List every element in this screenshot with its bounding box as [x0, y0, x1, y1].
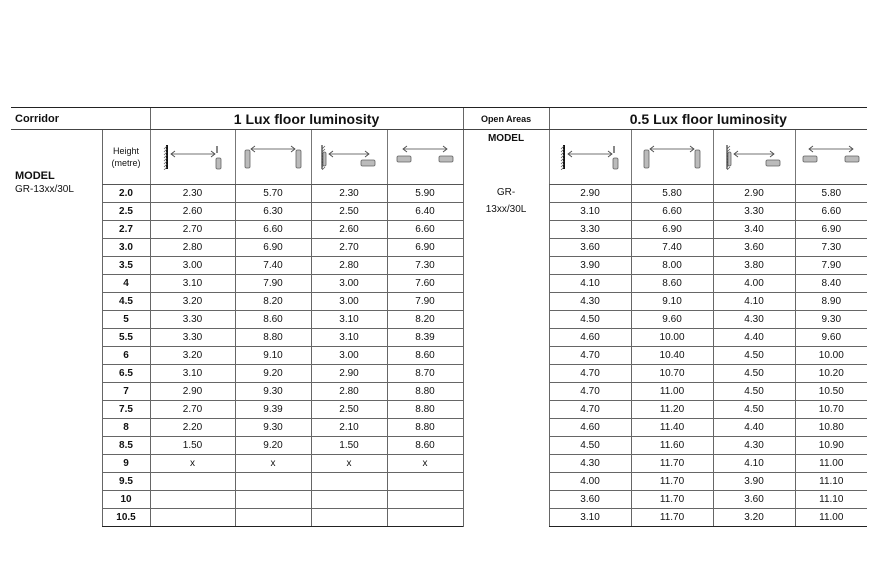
open-area-distance-cell: 3.10: [549, 508, 631, 526]
open-area-distance-cell: 4.70: [549, 364, 631, 382]
height-label: Height: [112, 145, 139, 156]
open-area-distance-cell: 11.10: [795, 490, 867, 508]
open-areas-label: Open Areas: [463, 108, 549, 130]
corridor-distance-cell: 7.40: [235, 256, 311, 274]
corridor-distance-cell: 6.60: [387, 220, 463, 238]
open-area-distance-cell: 7.90: [795, 256, 867, 274]
open-areas-model-line1: GR-: [496, 187, 516, 198]
corridor-distance-cell: 7.60: [387, 274, 463, 292]
height-value: 10: [102, 490, 150, 508]
corridor-distance-cell: 6.60: [235, 220, 311, 238]
open-area-distance-cell: 4.50: [713, 400, 795, 418]
table-row: [11, 490, 867, 508]
open-area-distance-cell: 11.60: [631, 436, 713, 454]
open-area-distance-cell: 7.30: [795, 238, 867, 256]
corridor-distance-cell: 3.10: [150, 364, 235, 382]
open-area-distance-cell: 2.90: [549, 184, 631, 202]
corridor-distance-cell: 8.20: [387, 310, 463, 328]
corridor-distance-cell: 3.00: [311, 274, 387, 292]
height-value: 2.0: [102, 184, 150, 202]
table-row: [11, 202, 867, 220]
corridor-distance-cell: 7.90: [387, 292, 463, 310]
corridor-distance-cell: [387, 490, 463, 508]
open-area-distance-cell: 10.40: [631, 346, 713, 364]
open-area-distance-cell: 2.90: [713, 184, 795, 202]
table-row: [11, 454, 867, 472]
open-area-distance-cell: 6.90: [631, 220, 713, 238]
open-area-distance-cell: 11.70: [631, 490, 713, 508]
corridor-distance-cell: 1.50: [311, 436, 387, 454]
table-row: [11, 184, 867, 202]
open-area-distance-cell: 3.30: [713, 202, 795, 220]
open-area-distance-cell: 4.60: [549, 418, 631, 436]
corridor-distance-cell: 2.80: [150, 238, 235, 256]
corridor-distance-cell: [235, 508, 311, 526]
height-value: 8.5: [102, 436, 150, 454]
open-areas-model-name: [463, 184, 549, 526]
table-row: [11, 238, 867, 256]
height-value: 2.5: [102, 202, 150, 220]
table-row: [11, 436, 867, 454]
table-row: [11, 220, 867, 238]
corridor-distance-cell: 2.80: [311, 382, 387, 400]
corridor-distance-cell: 6.30: [235, 202, 311, 220]
open-area-distance-cell: 3.80: [713, 256, 795, 274]
corridor-distance-cell: 2.10: [311, 418, 387, 436]
open-area-distance-cell: 8.00: [631, 256, 713, 274]
corridor-distance-cell: 8.60: [387, 436, 463, 454]
corridor-title: 1 Lux floor luminosity: [150, 108, 463, 130]
open-area-distance-cell: 11.70: [631, 508, 713, 526]
corridor-distance-cell: 2.60: [150, 202, 235, 220]
table-row: [11, 310, 867, 328]
table-row: [11, 328, 867, 346]
corridor-distance-cell: [387, 472, 463, 490]
corridor-model-label: MODEL: [15, 170, 55, 182]
open-area-distance-cell: 3.60: [549, 238, 631, 256]
corridor-distance-cell: 8.20: [235, 292, 311, 310]
open-area-distance-cell: 10.20: [795, 364, 867, 382]
height-value: 5.5: [102, 328, 150, 346]
open-area-distance-cell: 3.90: [549, 256, 631, 274]
open-area-distance-cell: 4.10: [713, 454, 795, 472]
height-value: 4.5: [102, 292, 150, 310]
table-row: [11, 364, 867, 382]
corridor-distance-cell: 8.80: [387, 418, 463, 436]
table-row: [11, 274, 867, 292]
open-area-distance-cell: 10.80: [795, 418, 867, 436]
height-value: 3.0: [102, 238, 150, 256]
luminosity-table: [11, 107, 867, 527]
open-area-distance-cell: 4.00: [713, 274, 795, 292]
open-area-distance-cell: 11.70: [631, 454, 713, 472]
open-area-distance-cell: 10.90: [795, 436, 867, 454]
height-value: 10.5: [102, 508, 150, 526]
corridor-distance-cell: 8.39: [387, 328, 463, 346]
corridor-distance-cell: 2.80: [311, 256, 387, 274]
height-header: [102, 130, 150, 185]
open-area-distance-cell: 4.10: [549, 274, 631, 292]
open-area-distance-cell: 4.70: [549, 400, 631, 418]
open-areas-title: 0.5 Lux floor luminosity: [549, 108, 867, 130]
height-value: 7: [102, 382, 150, 400]
height-value: 8: [102, 418, 150, 436]
table-row: [11, 472, 867, 490]
table-row: [11, 292, 867, 310]
corridor-distance-cell: [311, 490, 387, 508]
corridor-distance-cell: [387, 508, 463, 526]
open-area-distance-cell: 10.70: [795, 400, 867, 418]
corridor-distance-cell: 2.60: [311, 220, 387, 238]
corridor-wall-to-ceiling-icon: [311, 130, 387, 185]
corridor-label: Corridor: [11, 108, 150, 130]
corridor-distance-cell: 2.50: [311, 202, 387, 220]
open-area-distance-cell: 11.00: [795, 508, 867, 526]
corridor-wall-to-end-icon: [150, 130, 235, 185]
open-ceiling-to-ceiling-icon: [795, 130, 867, 185]
corridor-distance-cell: 6.90: [235, 238, 311, 256]
open-area-distance-cell: 10.70: [631, 364, 713, 382]
open-area-distance-cell: 10.00: [795, 346, 867, 364]
corridor-distance-cell: 9.20: [235, 436, 311, 454]
corridor-distance-cell: [311, 472, 387, 490]
open-area-distance-cell: 4.70: [549, 346, 631, 364]
corridor-distance-cell: 8.80: [387, 400, 463, 418]
open-area-distance-cell: 11.00: [631, 382, 713, 400]
corridor-distance-cell: 5.70: [235, 184, 311, 202]
open-area-distance-cell: 4.00: [549, 472, 631, 490]
corridor-distance-cell: 2.20: [150, 418, 235, 436]
height-value: 4: [102, 274, 150, 292]
open-area-distance-cell: 8.40: [795, 274, 867, 292]
open-area-distance-cell: 3.60: [713, 238, 795, 256]
corridor-distance-cell: 5.90: [387, 184, 463, 202]
corridor-distance-cell: 3.00: [150, 256, 235, 274]
open-wall-to-ceiling-icon: [713, 130, 795, 185]
corridor-distance-cell: 1.50: [150, 436, 235, 454]
corridor-distance-cell: 2.70: [150, 220, 235, 238]
corridor-distance-cell: 9.30: [235, 418, 311, 436]
corridor-distance-cell: [311, 508, 387, 526]
corridor-distance-cell: x: [311, 454, 387, 472]
open-area-distance-cell: 4.40: [713, 328, 795, 346]
corridor-distance-cell: 2.90: [150, 382, 235, 400]
open-end-to-end-icon: [631, 130, 713, 185]
open-area-distance-cell: 4.30: [713, 310, 795, 328]
corridor-distance-cell: [150, 490, 235, 508]
table-row: [11, 256, 867, 274]
corridor-distance-cell: 6.40: [387, 202, 463, 220]
corridor-distance-cell: 2.50: [311, 400, 387, 418]
corridor-distance-cell: [150, 472, 235, 490]
open-area-distance-cell: 8.90: [795, 292, 867, 310]
open-area-distance-cell: 6.90: [795, 220, 867, 238]
open-area-distance-cell: 5.80: [795, 184, 867, 202]
corridor-distance-cell: 8.60: [235, 310, 311, 328]
corridor-distance-cell: [235, 472, 311, 490]
corridor-end-to-end-icon: [235, 130, 311, 185]
table-row: [11, 418, 867, 436]
height-value: 2.7: [102, 220, 150, 238]
height-unit: (metre): [111, 157, 141, 168]
open-area-distance-cell: 8.60: [631, 274, 713, 292]
corridor-distance-cell: 6.90: [387, 238, 463, 256]
open-area-distance-cell: 9.60: [631, 310, 713, 328]
height-value: 6: [102, 346, 150, 364]
open-area-distance-cell: 4.70: [549, 382, 631, 400]
corridor-distance-cell: 3.30: [150, 310, 235, 328]
open-area-distance-cell: 5.80: [631, 184, 713, 202]
corridor-distance-cell: 9.20: [235, 364, 311, 382]
corridor-distance-cell: 3.30: [150, 328, 235, 346]
table-row: [11, 508, 867, 526]
open-area-distance-cell: 10.50: [795, 382, 867, 400]
open-area-distance-cell: 3.20: [713, 508, 795, 526]
corridor-distance-cell: 8.70: [387, 364, 463, 382]
open-area-distance-cell: 4.50: [713, 382, 795, 400]
corridor-distance-cell: 8.60: [387, 346, 463, 364]
open-area-distance-cell: 9.10: [631, 292, 713, 310]
open-area-distance-cell: 4.50: [713, 346, 795, 364]
open-area-distance-cell: 4.50: [713, 364, 795, 382]
open-area-distance-cell: 4.30: [549, 292, 631, 310]
corridor-distance-cell: 2.30: [150, 184, 235, 202]
corridor-distance-cell: [150, 508, 235, 526]
corridor-distance-cell: 9.10: [235, 346, 311, 364]
table-row: [11, 382, 867, 400]
open-area-distance-cell: 4.30: [549, 454, 631, 472]
corridor-ceiling-to-ceiling-icon: [387, 130, 463, 185]
open-area-distance-cell: 3.60: [549, 490, 631, 508]
open-area-distance-cell: 11.70: [631, 472, 713, 490]
height-value: 3.5: [102, 256, 150, 274]
corridor-distance-cell: 8.80: [235, 328, 311, 346]
corridor-distance-cell: 9.39: [235, 400, 311, 418]
open-area-distance-cell: 3.40: [713, 220, 795, 238]
corridor-distance-cell: 2.90: [311, 364, 387, 382]
open-area-distance-cell: 9.60: [795, 328, 867, 346]
open-area-distance-cell: 4.10: [713, 292, 795, 310]
open-area-distance-cell: 6.60: [795, 202, 867, 220]
corridor-distance-cell: 7.90: [235, 274, 311, 292]
corridor-distance-cell: 9.30: [235, 382, 311, 400]
open-area-distance-cell: 4.30: [713, 436, 795, 454]
height-value: 6.5: [102, 364, 150, 382]
open-area-distance-cell: 4.60: [549, 328, 631, 346]
open-area-distance-cell: 6.60: [631, 202, 713, 220]
corridor-distance-cell: 2.70: [150, 400, 235, 418]
open-wall-to-end-icon: [549, 130, 631, 185]
corridor-distance-cell: 3.10: [311, 328, 387, 346]
corridor-distance-cell: 3.10: [311, 310, 387, 328]
open-area-distance-cell: 9.30: [795, 310, 867, 328]
open-area-distance-cell: 7.40: [631, 238, 713, 256]
open-area-distance-cell: 4.50: [549, 310, 631, 328]
open-area-distance-cell: 3.10: [549, 202, 631, 220]
table-row: [11, 400, 867, 418]
corridor-distance-cell: x: [387, 454, 463, 472]
open-area-distance-cell: 11.10: [795, 472, 867, 490]
open-area-distance-cell: 11.40: [631, 418, 713, 436]
corridor-model-name: GR-13xx/30L: [15, 184, 74, 195]
height-value: 7.5: [102, 400, 150, 418]
open-area-distance-cell: 11.00: [795, 454, 867, 472]
open-area-distance-cell: 10.00: [631, 328, 713, 346]
height-value: 9: [102, 454, 150, 472]
open-areas-model-line2: 13xx/30L: [485, 204, 527, 215]
open-areas-model-label: MODEL: [463, 130, 549, 185]
corridor-distance-cell: 3.20: [150, 292, 235, 310]
open-area-distance-cell: 4.50: [549, 436, 631, 454]
corridor-distance-cell: x: [235, 454, 311, 472]
corridor-distance-cell: x: [150, 454, 235, 472]
corridor-distance-cell: [235, 490, 311, 508]
open-area-distance-cell: 4.40: [713, 418, 795, 436]
open-area-distance-cell: 11.20: [631, 400, 713, 418]
open-area-distance-cell: 3.30: [549, 220, 631, 238]
corridor-distance-cell: 2.30: [311, 184, 387, 202]
corridor-distance-cell: 3.20: [150, 346, 235, 364]
corridor-distance-cell: 3.10: [150, 274, 235, 292]
height-value: 9.5: [102, 472, 150, 490]
corridor-distance-cell: 3.00: [311, 346, 387, 364]
open-area-distance-cell: 3.60: [713, 490, 795, 508]
table-row: [11, 346, 867, 364]
corridor-distance-cell: 7.30: [387, 256, 463, 274]
corridor-distance-cell: 3.00: [311, 292, 387, 310]
height-value: 5: [102, 310, 150, 328]
corridor-distance-cell: 8.80: [387, 382, 463, 400]
corridor-distance-cell: 2.70: [311, 238, 387, 256]
open-area-distance-cell: 3.90: [713, 472, 795, 490]
